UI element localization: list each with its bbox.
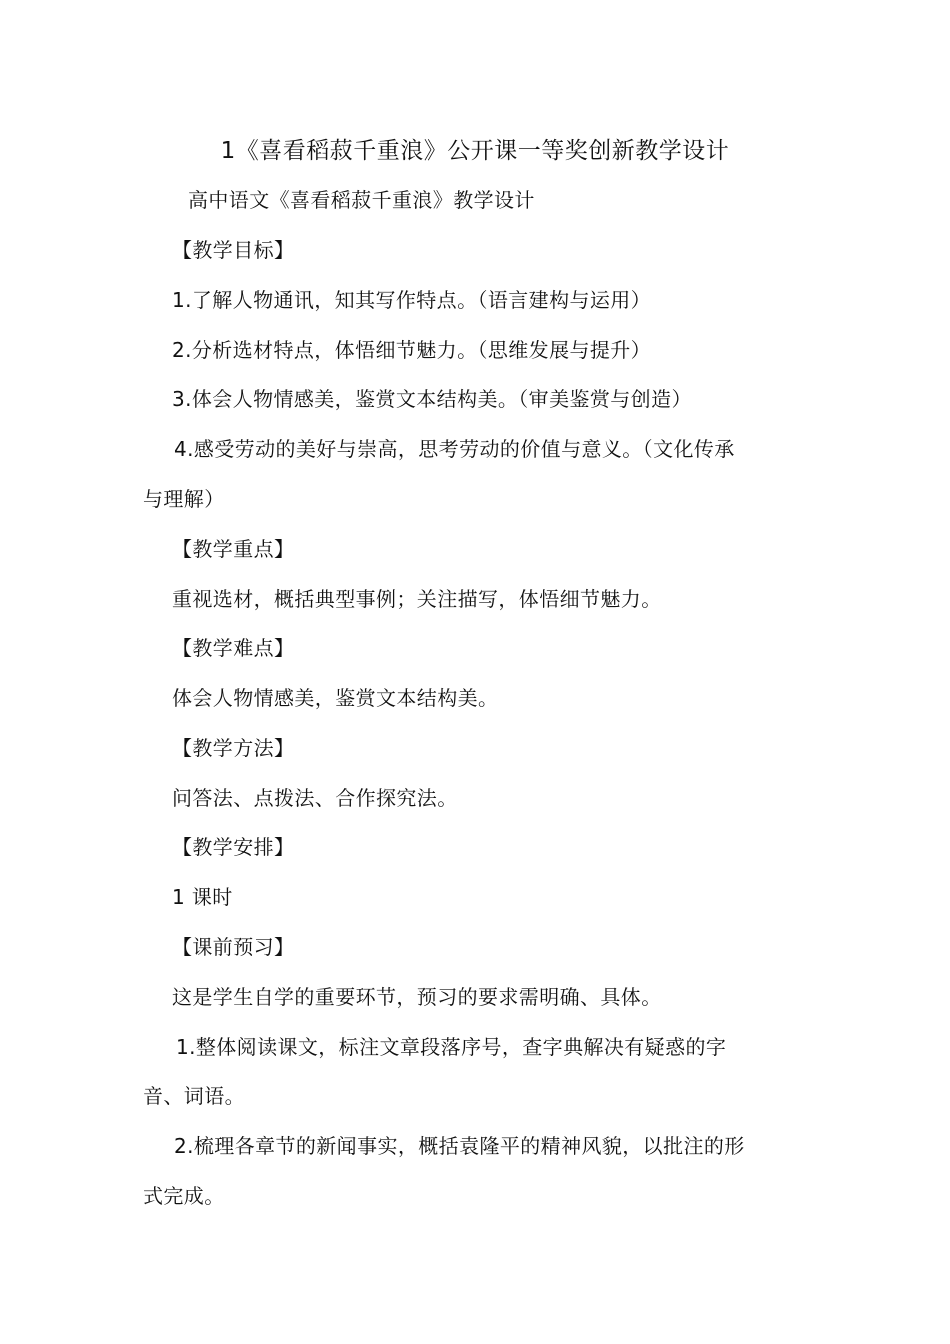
key-points-text: 重视选材，概括典型事例；关注描写，体悟细节魅力。 [172,587,662,611]
goal-item-3: 3.体会人物情感美，鉴赏文本结构美。（审美鉴赏与创造） [172,387,692,411]
methods-text: 问答法、点拨法、合作探究法。 [172,786,458,810]
preview-item-1-line-1: 1.整体阅读课文，标注文章段落序号，查字典解决有疑惑的字 [176,1035,727,1059]
preview-item-2-line-2: 式完成。 [143,1184,225,1208]
methods-heading: 【教学方法】 [172,736,295,760]
preview-intro: 这是学生自学的重要环节，预习的要求需明确、具体。 [172,985,662,1009]
difficulties-heading: 【教学难点】 [172,636,295,660]
difficulties-text: 体会人物情感美，鉴赏文本结构美。 [172,686,499,710]
goal-item-4-line-1: 4.感受劳动的美好与崇高，思考劳动的价值与意义。（文化传承 [174,437,735,461]
document-subtitle: 高中语文《喜看稻菽千重浪》教学设计 [188,188,535,212]
schedule-text: 1 课时 [172,885,233,909]
goal-item-2: 2.分析选材特点，体悟细节魅力。（思维发展与提升） [172,338,652,362]
schedule-heading: 【教学安排】 [172,835,295,859]
goal-item-1: 1.了解人物通讯，知其写作特点。（语言建构与运用） [172,288,652,312]
document-title: 1《喜看稻菽千重浪》公开课一等奖创新教学设计 [220,138,730,164]
preview-item-1-line-2: 音、词语。 [143,1084,245,1108]
preview-item-2-line-1: 2.梳理各章节的新闻事实，概括袁隆平的精神风貌，以批注的形 [174,1134,745,1158]
goals-heading: 【教学目标】 [172,238,295,262]
preview-heading: 【课前预习】 [172,935,295,959]
key-points-heading: 【教学重点】 [172,537,295,561]
goal-item-4-line-2: 与理解） [143,487,225,511]
